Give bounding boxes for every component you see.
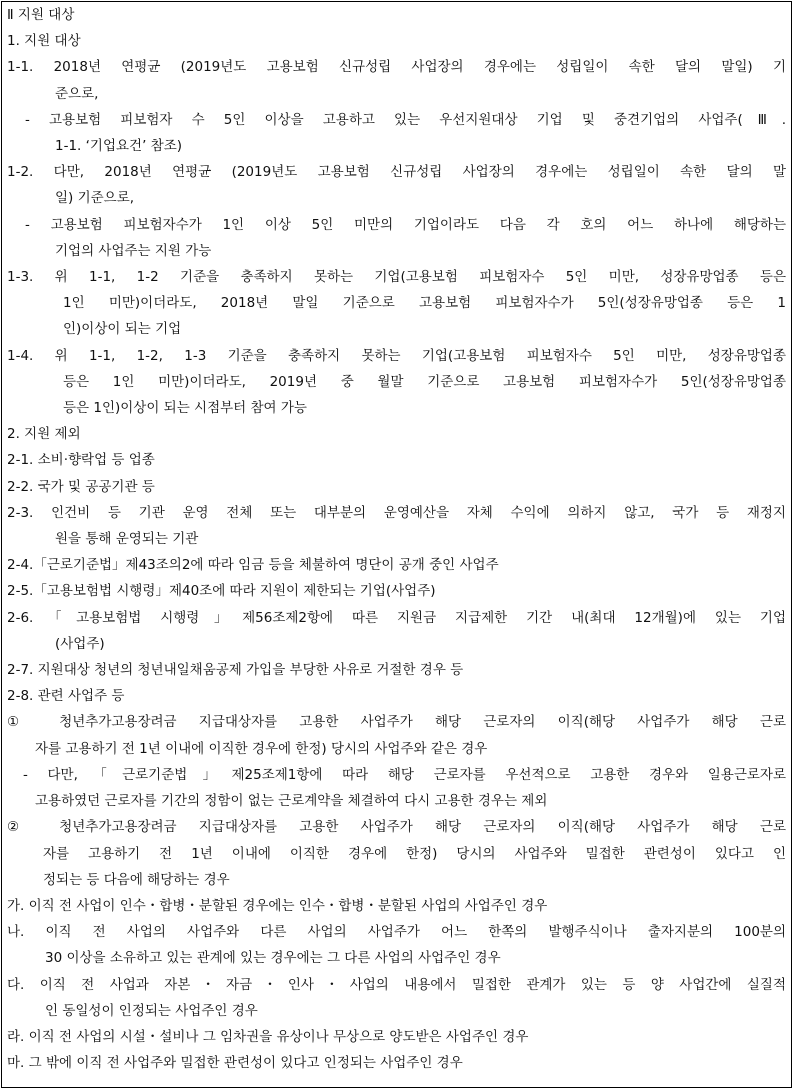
text-line: 고용하였던 근로자를 기간의 정함이 없는 근로계약을 체결하여 다시 고용한 경우는 제외 [35, 793, 548, 810]
text-line: 2-1. 소비·향락업 등 업종 [7, 452, 155, 469]
document-body [1, 1, 792, 1088]
text-line: 인)이상이 되는 기업 [63, 321, 182, 338]
text-line: 기업의 사업주는 지원 가능 [55, 242, 212, 259]
text-line: 1-3. 위 1-1, 1-2 기준을 충족하지 못하는 기업(고용보험 피보험자수 5인 미만, 성장유망업종 등은 [7, 269, 786, 286]
text-line: 마. 그 밖에 이직 전 사업주와 밀접한 관련성이 있다고 인정되는 사업주인 경우 [7, 1055, 463, 1072]
text-line: 라. 이직 전 사업의 시설・설비나 그 임차권을 유상이나 무상으로 양도받은 사업주인 경우 [7, 1028, 529, 1045]
section-heading: Ⅱ 지원 대상 [7, 7, 75, 23]
text-line: - 고용보험 피보험자수가 1인 이상 5인 미만의 기업이라도 다음 각 호의 어느 하나에 해당하는 [25, 216, 786, 233]
text-line: 2-4.「근로기준법」제43조의2에 따라 임금 등을 체불하여 명단이 공개 중인 사업주 [7, 557, 499, 574]
text-line: (사업주) [55, 635, 105, 652]
text-line: 2-2. 국가 및 공공기관 등 [7, 478, 155, 495]
text-line: - 고용보험 피보험자 수 5인 이상을 고용하고 있는 우선지원대상 기업 및 중견기업의 사업주(Ⅲ. [25, 111, 786, 128]
text-line: 인 동일성이 인정되는 사업주인 경우 [45, 1002, 258, 1019]
text-line: 일) 기준으로, [55, 190, 135, 207]
text-line: 2-7. 지원대상 청년의 청년내일채움공제 가입을 부당한 사유로 거절한 경우 등 [7, 662, 464, 679]
text-line: ② 청년추가고용장려금 지급대상자를 고용한 사업주가 해당 근로자의 이직(해당 사업주가 해당 근로 [7, 819, 786, 836]
text-line: ① 청년추가고용장려금 지급대상자를 고용한 사업주가 해당 근로자의 이직(해당 사업주가 해당 근로 [7, 714, 786, 731]
text-line: 정되는 등 다음에 해당하는 경우 [43, 871, 230, 888]
text-line: 1-1. 2018년 연평균 (2019년도 고용보험 신규성립 사업장의 경우에는 성립일이 속한 달의 말일) 기 [7, 59, 786, 76]
text-line: 가. 이직 전 사업이 인수・합병・분할된 경우에는 인수・합병・분할된 사업의 사업주인 경우 [7, 897, 548, 914]
text-line: 다. 이직 전 사업과 자본・자금・인사・사업의 내용에서 밀접한 관계가 있는 등 양 사업간에 실질적 [7, 976, 786, 993]
text-line: 1인 미만)이더라도, 2018년 말일 기준으로 고용보험 피보험자수가 5인(성장유망업종 등은 1 [63, 295, 786, 312]
text-line: - 다만,「근로기준법」제25조제1항에 따라 해당 근로자를 우선적으로 고용한 경우와 일용근로자로 [23, 766, 786, 783]
text-line: 2-6.「고용보험법 시행령」제56조제2항에 따른 지원금 지급제한 기간 내(최대 12개월)에 있는 기업 [7, 609, 786, 626]
text-line: 30 이상을 소유하고 있는 관계에 있는 경우에는 그 다른 사업의 사업주인 경우 [45, 950, 501, 967]
text-line: 등은 1인 미만)이더라도, 2019년 중 월말 기준으로 고용보험 피보험자수가 5인(성장유망업종 [63, 373, 786, 390]
text-line: 등은 1인)이상이 되는 시점부터 참여 가능 [63, 400, 307, 417]
subsection-heading: 2. 지원 제외 [7, 426, 81, 443]
text-line: 1-4. 위 1-1, 1-2, 1-3 기준을 충족하지 못하는 기업(고용보험 피보험자수 5인 미만, 성장유망업종 [7, 347, 786, 364]
text-line: 자를 고용하기 전 1년 이내에 이직한 경우에 한정) 당시의 사업주와 밀접한 관련성이 있다고 인 [43, 845, 786, 862]
text-line: 원을 통해 운영되는 기관 [55, 531, 199, 548]
text-line: 준으로, [55, 85, 99, 102]
text-line: 자를 고용하기 전 1년 이내에 이직한 경우에 한정) 당시의 사업주와 같은 경우 [35, 740, 488, 757]
text-line: 2-3. 인건비 등 기관 운영 전체 또는 대부분의 운영예산을 자체 수익에 의하지 않고, 국가 등 재정지 [7, 504, 786, 521]
text-line: 1-2. 다만, 2018년 연평균 (2019년도 고용보험 신규성립 사업장의 경우에는 성립일이 속한 달의 말 [7, 164, 786, 181]
subsection-heading: 1. 지원 대상 [7, 33, 81, 50]
text-line: 2-8. 관련 사업주 등 [7, 688, 125, 705]
text-line: 나. 이직 전 사업의 사업주와 다른 사업의 사업주가 어느 한쪽의 발행주식이나 출자지분의 100분의 [7, 924, 786, 941]
text-line: 1-1. ‘기업요건’ 참조) [55, 138, 183, 155]
text-line: 2-5.「고용보험법 시행령」제40조에 따라 지원이 제한되는 기업(사업주) [7, 583, 436, 600]
